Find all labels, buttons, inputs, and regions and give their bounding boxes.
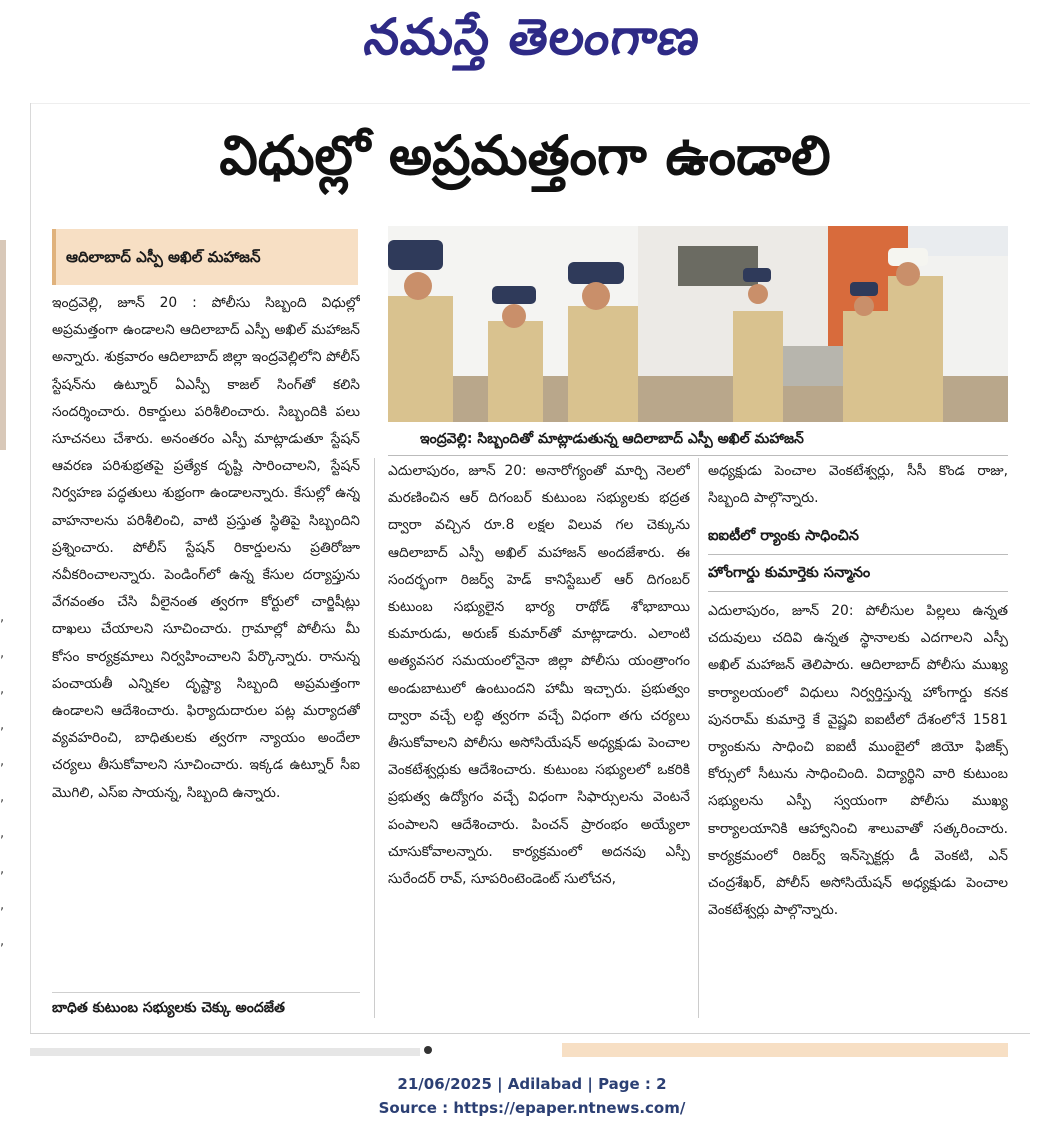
masthead-title: నమస్తే తెలంగాణ bbox=[361, 8, 705, 66]
masthead bbox=[0, 0, 1064, 90]
body-text: ఇంద్రవెల్లి, జూన్ 20 : పోలీసు సిబ్బంది విధుల్లో అప్రమత్తంగా ఉండాలని ఆదిలాబాద్ ఎస్పీ అఖిల్ మహాజన్ అన్నారు. శుక్రవారం ఆదిలాబాద్ జిల్లా ఇంద్రవెల్లిలోని పోలీస్ స్టేషన్‌ను ఉట్నూర్ ఏఎస్పీ కాజల్ సింగ్‌తో కలిసి సందర్శించారు. రికార్డులు పరిశీలించారు. సిబ్బందికి పలు సూచనలు చేశారు. అనంతరం ఎస్పీ మాట్లాడుతూ స్టేషన్ ఆవరణ పరిశుభ్రతపై ప్రత్యేక దృష్టి సారించాలని, స్టేషన్ నిర్వహణ పద్ధతులు శుభ్రంగా ఉండాలన్నారు. కేసుల్లో ఉన్న వాహనాలను పరిశీలించి, వాటి ప్రస్తుత స్థితిపై సిబ్బందిని ప్రశ్నించారు. పోలీస్ స్టేషన్ రికార్డులను ప్రతిరోజూ నవీకరించాలన్నారు. పెండింగ్‌లో ఉన్న కేసుల దర్యాప్తును వేగవంతం చేసి వీలైనంత త్వరగా కోర్టులో చార్జిషీట్లు దాఖలు చేయాలని సూచించారు. గ్రామాల్లో పోలీసు మీ కోసం కార్యక్రమాలు నిర్వహించాలని పేర్కొన్నారు. రానున్న పంచాయతీ ఎన్నికల దృష్ట్యా సిబ్బంది అప్రమత్తంగా ఉండాలని ఆదేశించారు. ఫిర్యాదుదారుల పట్ల మర్యాదతో వ్యవహరించి, బాధితులకు త్వరగా న్యాయం అందేలా చర్యలు తీసుకోవాలని సూచించారు. ఇక్కడ ఉట్నూర్ సీఐ మొగిలి, ఎస్ఐ సాయన్న, సిబ్బంది ఉన్నారు. bbox=[52, 295, 360, 801]
story3-subhead bbox=[708, 518, 1008, 596]
story3-subhead-line1: ఐఐటీలో ర్యాంకు సాధించిన bbox=[708, 518, 1008, 555]
footer-date-page: 21/06/2025 | Adilabad | Page : 2 bbox=[397, 1075, 667, 1093]
news-photo bbox=[388, 226, 1008, 422]
adjacent-article-strip bbox=[0, 240, 6, 450]
column-divider bbox=[374, 458, 375, 1018]
footer-source: Source : https://epaper.ntnews.com/ bbox=[378, 1099, 686, 1117]
story3-body bbox=[708, 598, 1008, 1010]
divider bbox=[30, 1033, 1030, 1034]
divider bbox=[30, 103, 31, 1033]
article-body bbox=[52, 290, 360, 990]
story3-subhead-line2: హోంగార్డు కుమార్తెకు సన్మానం bbox=[708, 555, 1008, 592]
page-footer bbox=[0, 1072, 1064, 1120]
story2-body bbox=[388, 458, 690, 1008]
next-article-strip bbox=[562, 1043, 1008, 1057]
next-article-strip bbox=[30, 1048, 420, 1056]
body-text: అధ్యక్షుడు పెంచాల వెంకటేశ్వర్లు, సీసీ కొండ రాజు, సిబ్బంది పాల్గొన్నారు. bbox=[708, 463, 1008, 507]
adjacent-column-edge: , , , , , , , , , , bbox=[0, 610, 5, 949]
photo-caption: ఇంద్రవెల్లి: సిబ్బందితో మాట్లాడుతున్న ఆదిలాబాద్ ఎస్పీ అఖిల్ మహాజన్ bbox=[420, 431, 804, 447]
story2-subhead: బాధిత కుటుంబ సభ్యులకు చెక్కు అందజేత bbox=[52, 992, 360, 1023]
divider bbox=[388, 455, 1008, 456]
column-divider bbox=[698, 458, 699, 1018]
headline: విధుల్లో అప్రమత్తంగా ఉండాలి bbox=[219, 124, 831, 187]
divider bbox=[30, 103, 1030, 104]
bullet-icon bbox=[424, 1046, 432, 1054]
byline: ఆదిలాబాద్ ఎస్పీ అఖిల్ మహాజన్ bbox=[52, 229, 358, 285]
body-text: ఎదులాపురం, జూన్ 20: అనారోగ్యంతో మార్చి నెలలో మరణించిన ఆర్ దిగంబర్ కుటుంబ సభ్యులకు భద్రత ద్వారా వచ్చిన రూ.8 లక్షల విలువ గల చెక్కును ఆదిలాబాద్ ఎస్పీ అఖిల్ మహాజన్ అందజేశారు. ఈ సందర్భంగా రిజర్వ్ హెడ్ కానిస్టేబుల్ ఆర్ దిగంబర్ కుటుంబ సభ్యులైన భార్య రాథోడ్ శోభాబాయి కుమారుడు, అరుణ్ కుమార్‌తో మాట్లాడారు. ఎలాంటి అత్యవసర సమయంలోనైనా జిల్లా పోలీసు యంత్రాంగం అండుబాటులో ఉంటుందని హామీ ఇచ్చారు. ప్రభుత్వం ద్వారా వచ్చే లబ్ధి త్వరగా వచ్చే విధంగా తగు చర్యలు తీసుకోవాలని పోలీసు అసోసియేషన్ అధ్యక్షుడు పెంచాల వెంకటేశ్వర్లుకు ఆదేశించారు. కుటుంబ సభ్యులలో ఒకరికి ప్రభుత్వ ఉద్యోగం వచ్చే విధంగా సిఫార్సులను వెంటనే పంపాలని ఆదేశించారు. పించన్ ప్రారంభం అయ్యేలా చూసుకోవాలన్నారు. కార్యక్రమంలో అదనపు ఎస్పీ సురేందర్ రావ్, సూపరింటెండెంట్ సులోచన, bbox=[388, 463, 690, 888]
body-text: ఎదులాపురం, జూన్ 20: పోలీసుల పిల్లలు ఉన్నత చదువులు చదివి ఉన్నత స్థానాలకు ఎదగాలని ఎస్పీ అఖిల్ మహాజన్ తెలిపారు. ఆదిలాబాద్ పోలీసు ముఖ్య కార్యాలయంలో విధులు నిర్వర్తిస్తున్న హోంగార్డు కనక పునరామ్ కుమార్తె కే వైష్ణవి ఐఐటీలో దేశంలోనే 1581 ర్యాంకును సాధించి ఐఐటీ ముంబైలో జియో ఫిజిక్స్ కోర్సులో సీటును సాధించింది. విద్యార్థిని వారి కుటుంబ సభ్యులను ఎస్పీ స్వయంగా పోలీసు ముఖ్య కార్యాలయానికి ఆహ్వానించి శాలువాతో సత్కరించారు. కార్యక్రమంలో రిజర్వ్ ఇన్‌స్పెక్టర్లు డీ వెంకటి, ఎన్ చంద్రశేఖర్, పోలీస్ అసోసియేషన్ అధ్యక్షుడు పెంచాల వెంకటేశ్వర్లు పాల్గొన్నారు. bbox=[708, 603, 1008, 919]
